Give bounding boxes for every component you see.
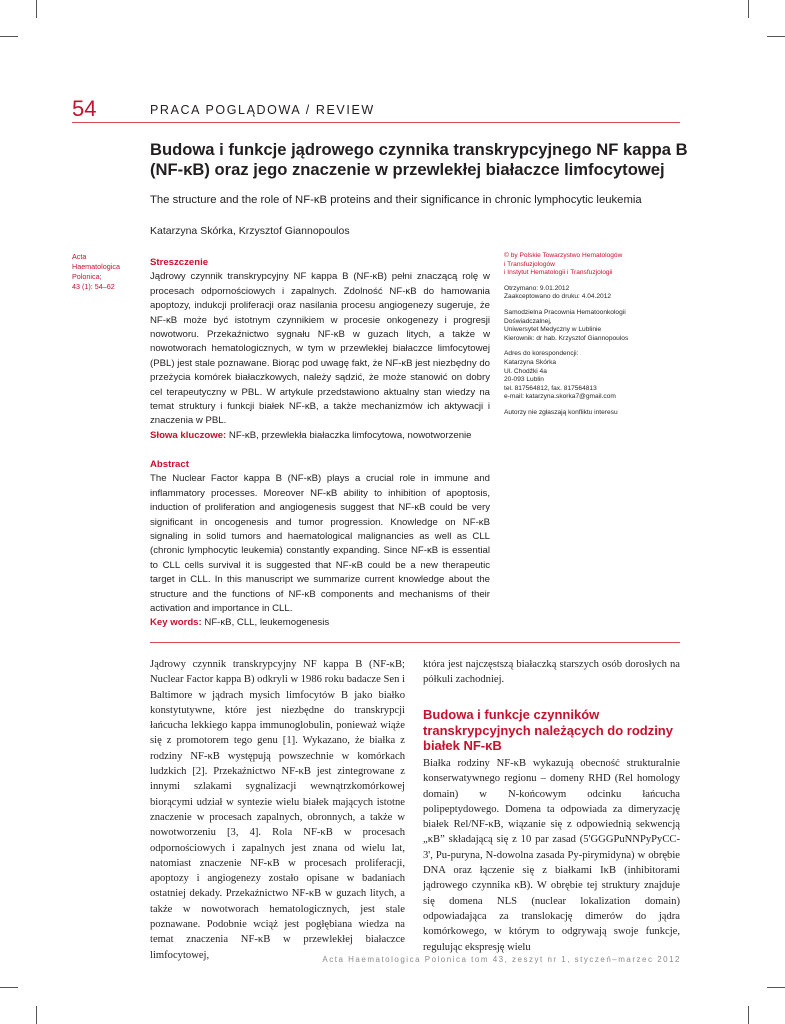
affiliation-line: Doświadczalnej, (504, 317, 552, 325)
streszczenie-block (150, 256, 490, 443)
copyright-line: i Transfuzjologów (504, 260, 555, 268)
abstract-divider (150, 642, 680, 643)
article-info-sidebar (504, 252, 679, 425)
authors: Katarzyna Skórka, Krzysztof Giannopoulos (150, 225, 350, 237)
affiliation-line: Kierownik: dr hab. Krzysztof Giannopoulos (504, 334, 629, 342)
body-column-right-continued (423, 756, 680, 955)
crop-mark (748, 0, 749, 18)
journal-line: 43 (1): 54–62 (72, 282, 115, 291)
crop-mark (767, 36, 785, 37)
conflict-statement: Autorzy nie zgłaszają konfliktu interesu (504, 408, 618, 416)
correspondence-line: Adres do korespondencji: (504, 350, 579, 358)
affiliation (504, 309, 679, 343)
crop-mark (0, 36, 18, 37)
journal-reference (72, 252, 142, 292)
crop-mark (767, 987, 785, 988)
copyright (504, 252, 679, 278)
copyright-line: © by Polskie Towarzystwo Hematologów (504, 252, 623, 259)
journal-line: Acta (72, 252, 87, 261)
running-footer: Acta Haematologica Polonica tom 43, zeszyt nr 1, styczeń–marzec 2012 (322, 955, 681, 964)
streszczenie-keywords (150, 429, 490, 443)
correspondence-line: tel. 817564812, fax. 817564813 (504, 384, 597, 392)
keywords-label: Słowa kluczowe: (150, 429, 227, 441)
correspondence-line: Ul. Chodźki 4a (504, 367, 547, 375)
received-date: Otrzymano: 9.01.2012 (504, 284, 570, 292)
correspondence (504, 350, 679, 402)
article-title-en: The structure and the role of NF-κB proteins and their significance in chronic lymphocytic leukemia (150, 194, 642, 206)
journal-line: Haematologica (72, 262, 120, 271)
crop-mark (0, 987, 18, 988)
body-paragraph: Jądrowy czynnik transkrypcyjny NF kappa B (NF-κB; Nuclear Factor kappa B) odkryli w 1986 roku badacze Sen i Baltimore w jądrach mysich limfocytów B jako białko konstytutywne, które jest niezbędne do transkrypcji łańcucha lekkiego kappa immunoglobulin, ponieważ wiąże się z promotorem tego genu [1]. Wykazano, że białka z rodziny NF-κB występują powszechnie w komórkach ludzkich [2]. Przekaźnictwo NF-κB jest zintegrowane z innymi szlakami sygnalizacji wewnątrzkomórkowej biorącymi udział w syntezie wielu białek mających istotne znaczenie w procesach zapalnych, obronnych, a także w nowotworzeniu [3, 4]. Rola NF-κB w procesach odpornościowych i zapalnych jest znana od wielu lat, natomiast znaczenie NF-κB w procesach proliferacji, apoptozy i angiogenezy zostało opisane w badaniach ostatniej dekady. Przekaźnictwo NF-κB w guzach litych, a także w nowotworach hematologicznych, jest stale poznawane. Podobnie wciąż jest pogłębiana wiedza na temat znaczenia NF-κB w przewlekłej białaczce limfocytowej, (150, 659, 405, 961)
crop-mark (36, 0, 37, 18)
keywords-value: NF-κB, przewlekła białaczka limfocytowa, nowotworzenie (228, 429, 472, 441)
crop-mark (36, 1006, 37, 1024)
copyright-line: i Instytut Hematologii i Transfuzjologii (504, 269, 613, 277)
page-number: 54 (72, 96, 97, 121)
abstract-block (150, 458, 490, 631)
affiliation-line: Samodzielna Pracownia Hematoonkologii (504, 308, 626, 316)
affiliation-line: Uniwersytet Medyczny w Lublinie (504, 326, 602, 334)
body-column-left (150, 657, 405, 963)
article-title: Budowa i funkcje jądrowego czynnika transkrypcyjnego NF kappa B (NF-κB) oraz jego znaczenie w przewlekłej białaczce limfocytowej (150, 140, 688, 179)
correspondence-line: Katarzyna Skórka (504, 358, 557, 366)
email-line: e-mail: katarzyna.skorka7@gmail.com (504, 393, 616, 401)
abstract-keywords (150, 616, 490, 630)
body-paragraph: która jest najczęstszą białaczką starszych osób dorosłych na półkuli zachodniej. (423, 659, 680, 686)
header-rule (72, 122, 680, 123)
correspondence-line: 20-093 Lublin (504, 376, 544, 384)
streszczenie-text: Jądrowy czynnik transkrypcyjny NF kappa B (NF-κB) pełni znaczącą rolę w procesach odpornościowych i zapalnych. Zdolność NF-κB do hamowania apoptozy, indukcji proliferacji oraz nasilania procesu angiogenezy sugeruje, że NF-κB może być istotnym czynnikiem w procesie onkogenezy i progresji nowotworu. Przekaźnictwo sygnału NF-κB w guzach litych, a także w nowotworach hematologicznych, w tym w przewlekłej białaczce limfocytowej (PBL) jest stale poznawane. Biorąc pod uwagę fakt, że NF-κB jest niezbędny do przeżycia komórek białaczkowych, należy sądzić, że może stanowić on dobry cel terapeutyczny w PBL. W artykule przedstawiono aktualny stan wiedzy na temat struktury i funkcji białek NF-κB, a także mechanizmów ich aktywacji i znaczenia w PBL. (150, 271, 490, 427)
streszczenie-heading: Streszczenie (150, 257, 209, 268)
section-heading: Budowa i funkcje czynników transkrypcyjnych należących do rodziny białek NF-κB (423, 707, 673, 753)
keywords-label: Key words: (150, 617, 202, 629)
abstract-heading: Abstract (150, 459, 189, 470)
body-column-right (423, 657, 680, 688)
crop-mark (748, 1006, 749, 1024)
dates (504, 285, 679, 302)
abstract-text: The Nuclear Factor kappa B (NF-κB) plays a crucial role in immune and inflammatory processes. Moreover NF-κB ability to inhibition of apoptosis, induction of proliferation and angiogenesis suggest that NF-κB could be very significant in oncogenesis and tumor progression. Knowledge on NF-κB signaling in solid tumors and haematological malignancies as well as CLL (chronic lymphocytic leukemia) constantly expanding. Since NF-κB is essential to CLL cells survival it is suggested that NF-κB could be a new therapeutic target in CLL. In this manuscript we summarize current knowledge about the structure and the functions of NF-κB components and mechanisms of their activation and importance in CLL. (150, 473, 490, 615)
body-paragraph: Białka rodziny NF-κB wykazują obecność strukturalnie konserwatywnego regionu – domeny RHD (Rel homology domain) w N-końcowym odcinku łańcucha polipeptydowego. Domena ta odpowiada za dimeryzację białek Rel/NF-κB, wiązanie się z odpowiednią sekwencją „κB” składającą się z 10 par zasad (5'GGGPuNNPyPyCC-3', Pu-puryna, N-dowolna zasada Py-pirymidyna) w obrębie DNA oraz łączenie się z białkami IκB (inhibitorami jądrowego czynnika κB). W obrębie tej struktury znajduje się domena NLS (nuclear lokalization domain) odpowiadająca za translokację dimerów do jądra komórkowego, w którym to odgrywają swoje funkcje, regulując ekspresję wielu (423, 758, 680, 953)
journal-line: Polonica; (72, 272, 102, 281)
keywords-value: NF-κB, CLL, leukemogenesis (204, 617, 330, 629)
accepted-date: Zaakceptowano do druku: 4.04.2012 (504, 293, 612, 301)
section-label: PRACA POGLĄDOWA / REVIEW (150, 103, 375, 117)
